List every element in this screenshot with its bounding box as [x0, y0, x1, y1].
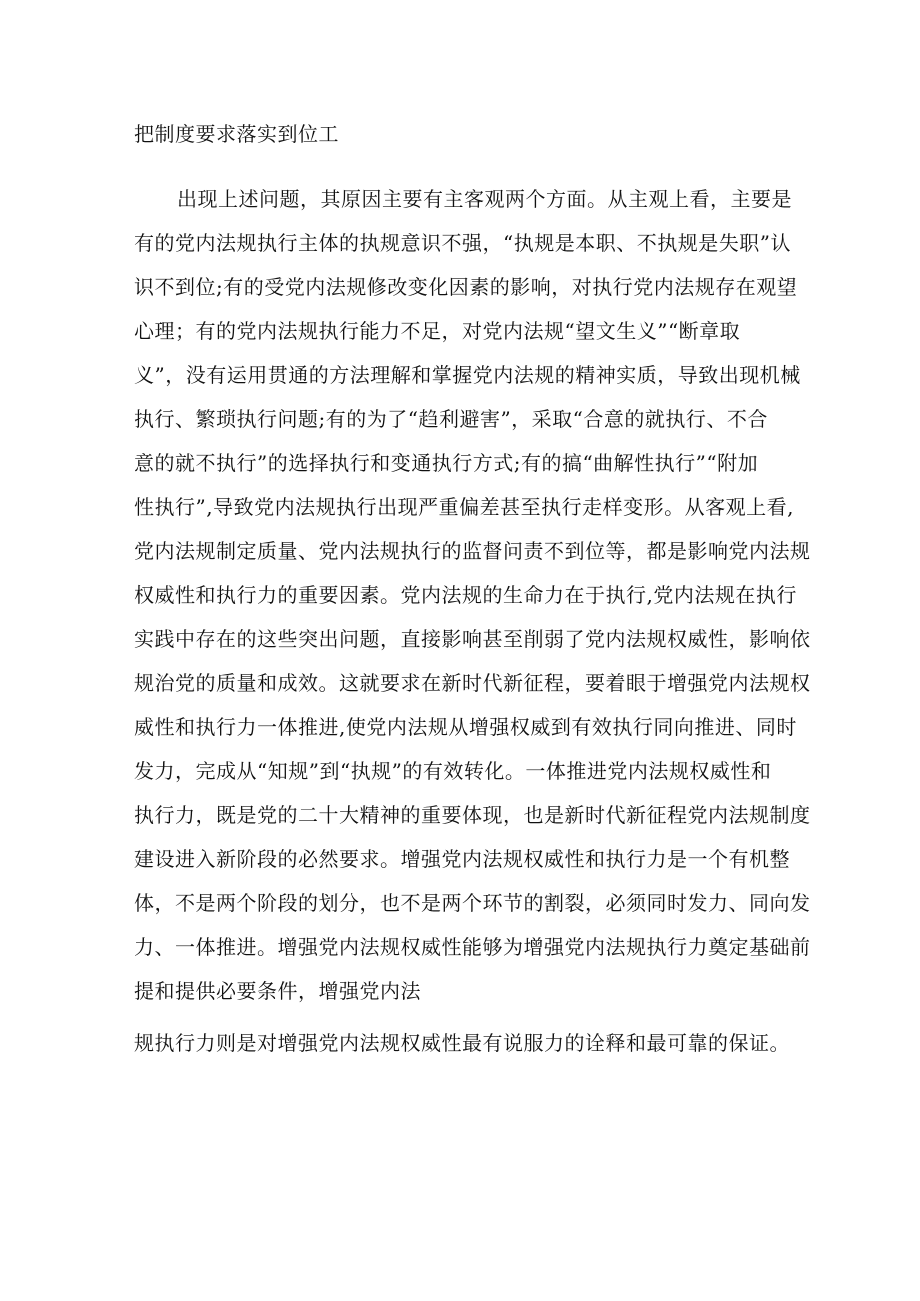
paragraph-line: 力、一体推进。增强党内法规权威性能够为增强党内法规执行力奠定基础前	[134, 935, 811, 959]
paragraph-line: 提和提供必要条件，增强党内法	[134, 979, 421, 1003]
paragraph-line: 执行、繁琐执行问题;有的为了“趋利避害”，采取“合意的就执行、不合	[134, 407, 768, 431]
paragraph-line: 发力，完成从“知规”到“执规”的有效转化。一体推进党内法规权威性和	[134, 759, 772, 783]
paragraph-line: 权威性和执行力的重要因素。党内法规的生命力在于执行,党内法规在执行	[134, 583, 797, 607]
paragraph-line: 体，不是两个阶段的划分，也不是两个环节的割裂，必须同时发力、同向发	[134, 891, 811, 915]
paragraph-line: 心理；有的党内法规执行能力不足，对党内法规“望文生义”“断章取	[134, 319, 741, 343]
paragraph-line: 执行力，既是党的二十大精神的重要体现，也是新时代新征程党内法规制度	[134, 803, 811, 827]
heading-line: 把制度要求落实到位工	[134, 122, 339, 146]
paragraph-line: 有的党内法规执行主体的执规意识不强，“执规是本职、不执规是失职”认	[134, 231, 791, 255]
paragraph-line: 出现上述问题，其原因主要有主客观两个方面。从主观上看，主要是	[177, 187, 792, 211]
paragraph-line: 规治党的质量和成效。这就要求在新时代新征程，要着眼于增强党内法规权	[134, 671, 811, 695]
paragraph-line: 性执行”,导致党内法规执行出现严重偏差甚至执行走样变形。从客观上看,	[134, 495, 794, 519]
paragraph-line: 威性和执行力一体推进,使党内法规从增强权威到有效执行同向推进、同时	[134, 715, 797, 739]
paragraph-line: 意的就不执行”的选择执行和变通执行方式;有的搞“曲解性执行”“附加	[134, 451, 759, 475]
paragraph-line: 实践中存在的这些突出问题，直接影响甚至削弱了党内法规权威性，影响依	[134, 627, 811, 651]
paragraph-line: 党内法规制定质量、党内法规执行的监督问责不到位等，都是影响党内法规	[134, 539, 811, 563]
paragraph-line: 建设进入新阶段的必然要求。增强党内法规权威性和执行力是一个有机整	[134, 847, 790, 871]
final-line: 规执行力则是对增强党内法规权威性最有说服力的诠释和最可靠的保证。	[134, 1031, 790, 1055]
paragraph-line: 识不到位;有的受党内法规修改变化因素的影响，对执行党内法规存在观望	[134, 275, 798, 299]
paragraph-line: 义”，没有运用贯通的方法理解和掌握党内法规的精神实质，导致出现机械	[134, 363, 801, 387]
